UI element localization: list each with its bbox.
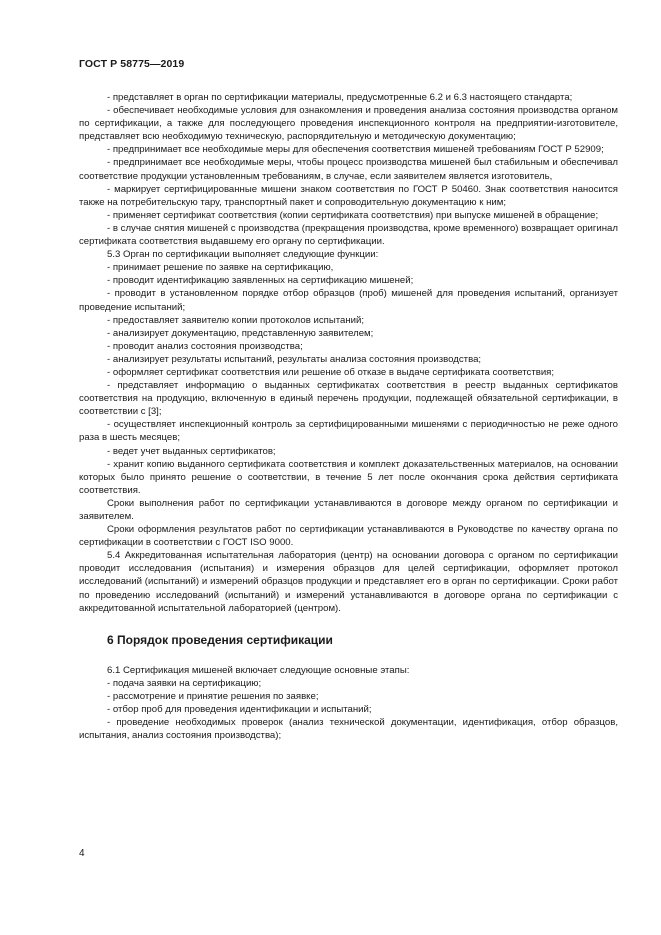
paragraph: - в случае снятия мишеней с производства (прекращения производства, кроме временного) возвращает оригинал сертификата соответствия выдавшему его органу по сертификации. [79,222,618,248]
paragraph: - анализирует результаты испытаний, результаты анализа состояния производства; [107,353,482,365]
paragraph: - анализирует документацию, представленную заявителем; [107,327,374,339]
paragraph: Сроки оформления результатов работ по сертификации устанавливаются в Руководстве по качеству органа по сертификации в соответствии с ГОСТ ISO 9000. [79,524,618,549]
paragraph: - проводит в установленном порядке отбор образцов (проб) мишеней для проведения испытаний, организует проведение испытаний; [79,288,618,313]
paragraph: - предпринимает все необходимые меры для обеспечения соответствия мишеней требованиям ГОСТ Р 52909; [107,144,604,156]
section-5-body [79,91,618,615]
paragraph: - рассмотрение и принятие решения по заявке; [107,690,319,702]
paragraph: - проводит анализ состояния производства; [107,340,303,352]
paragraph: - отбор проб для проведения идентификации и испытаний; [107,704,372,716]
document-body [79,91,618,742]
paragraph: - обеспечивает необходимые условия для ознакомления и проведения анализа состояния производства органом по сертификации, а также для последующего проведения инспекционного контроля на предприятии-изготовителе, представляет всю необходимую техническую, распорядительную и методическую документацию; [79,105,618,143]
section-6-body [79,664,618,743]
paragraph: - представляет в орган по сертификации материалы, предусмотренные 6.2 и 6.3 настоящего стандарта; [107,92,573,103]
section-6-heading: 6 Порядок проведения сертификации [107,632,333,647]
paragraph: - проводит идентификацию заявленных на сертификацию мишеней; [107,275,414,287]
paragraph: 5.4 Аккредитованная испытательная лаборатория (центр) на основании договора с органом по сертификации проводит исследования (испытания) и измерения образцов для целей сертификации, оформляет протокол исследований (испытаний) и измерений образцов продукции и представляет его в орган по сертификации. Сроки работ по проведению исследований (испытаний) и измерений устанавливаются в договоре органа по сертификации с аккредитованной испытательной лабораторией (центром). [79,550,618,614]
paragraph: 5.3 Орган по сертификации выполняет следующие функции: [107,249,379,261]
page-number: 4 [79,848,85,859]
paragraph: 6.1 Сертификация мишеней включает следующие основные этапы: [107,664,410,676]
paragraph: - маркирует сертифицированные мишени знаком соответствия по ГОСТ Р 50460. Знак соответствия наносится также на потребительскую тару, транспортный пакет и сопроводительную документацию к ним; [79,183,618,208]
paragraph: - хранит копию выданного сертификата соответствия и комплект доказательственных материалов, на основании которых было принято решение о соответствии, в течение 5 лет после окончания срока действия сертификата соответствия. [79,458,618,496]
paragraph: - осуществляет инспекционный контроль за сертифицированными мишенями с периодичностью не реже одного раза в шесть месяцев; [79,419,618,444]
paragraph: - ведет учет выданных сертификатов; [107,445,276,457]
paragraph: - оформляет сертификат соответствия или решение об отказе в выдаче сертификата соответствия; [107,366,555,378]
paragraph: - предпринимает все необходимые меры, чтобы процесс производства мишеней был стабильным и обеспечивал соответствие продукции установленным требованиям, в случае, если заявителем является изготовитель, [79,157,618,182]
paragraph: - проведение необходимых проверок (анализ технической документации, идентификация, отбор образцов, испытания, анализ состояния производства); [79,717,618,742]
page-header: ГОСТ Р 58775—2019 [79,58,185,70]
paragraph: - предоставляет заявителю копии протоколов испытаний; [107,314,365,326]
paragraph: Сроки выполнения работ по сертификации устанавливаются в договоре между органом по сертификации и заявителем. [79,497,618,522]
paragraph: - принимает решение по заявке на сертификацию, [107,262,334,274]
paragraph: - подача заявки на сертификацию; [107,677,262,689]
paragraph: - представляет информацию о выданных сертификатах соответствия в реестр выданных сертификатов соответствия на продукцию, включенную в единый перечень продукции, подлежащей обязательной сертификации, в соответствии с [3]; [79,380,618,418]
paragraph: - применяет сертификат соответствия (копии сертификата соответствия) при выпуске мишеней в обращение; [107,209,599,221]
